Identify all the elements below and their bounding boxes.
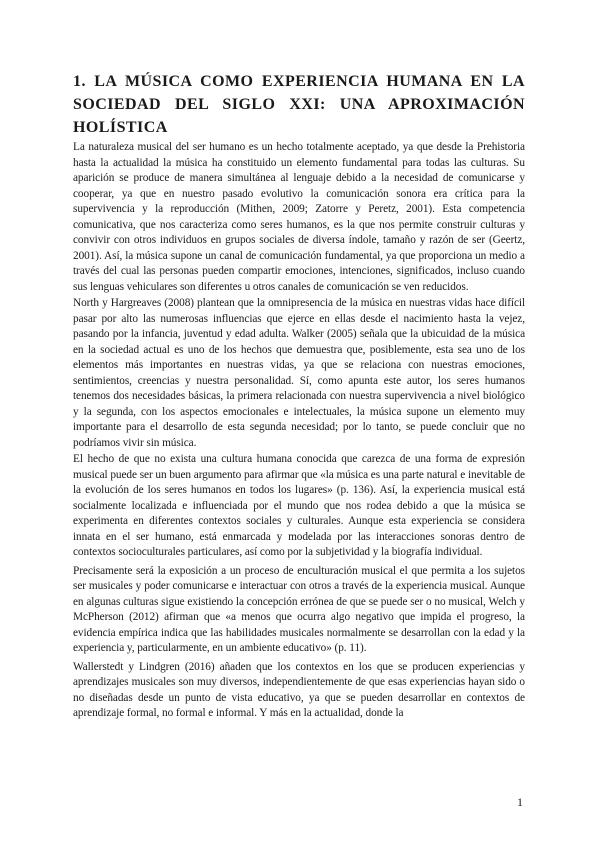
paragraph-5: Wallerstedt y Lindgren (2016) añaden que los contextos en los que se producen experiencias y aprendizajes musicales son muy diversos, independientemente de que esas experiencias hayan sido o no diseñadas desde un punto de vista educativo, ya que se pueden desarrollar en contextos de aprendizaje formal, no formal e informal. Y más en la actualidad, donde la xyxy=(73,660,525,719)
document-page xyxy=(73,70,525,723)
paragraph-4: Precisamente será la exposición a un proceso de enculturación musical el que permita a los sujetos ser musicales y poder comunicarse e interactuar con otros a través de la experiencia musical. Aunque en algunas culturas sigue existiendo la concepción errónea de que se puede ser o no musical, Welch y McPherson (2012) afirman que «a menos que ocurra algo negativo que impida el progreso, la evidencia empírica indica que las habilidades musicales normalmente se desarrollan con la edad y la experiencia y, particularmente, en un ambiente educativo» (p. 11). xyxy=(73,564,525,654)
paragraph-1: La naturaleza musical del ser humano es un hecho totalmente aceptado, ya que desde la Prehistoria hasta la actualidad la música ha constituido un elemento fundamental para todas las culturas. Su aparición se produce de manera simultánea al lenguaje debido a la necesidad de comunicarse y cooperar, ya que en nuestro pasado evolutivo la comunicación sonora era crítica para la supervivencia y la reproducción (Mithen, 2009; Zatorre y Peretz, 2001). Esta competencia comunicativa, que nos caracteriza como seres humanos, es la que nos permite construir culturas y convivir con otros individuos en grupos sociales de diversa índole, tamaño y razón de ser (Geertz, 2001). Así, la música supone un canal de comunicación fundamental, ya que proporciona un medio a través del cual las personas pueden compartir emociones, intenciones, significados, incluso cuando sus lenguas vehiculares son diferentes u otros canales de comunicación se ven reducidos. xyxy=(73,141,525,293)
page-number: 1 xyxy=(517,795,523,809)
paragraph-2: North y Hargreaves (2008) plantean que la omnipresencia de la música en nuestras vidas hace difícil pasar por alto las numerosas influencias que ejerce en ellas desde el nacimiento hasta la vejez, pasando por la infancia, juventud y edad adulta. Walker (2005) señala que la ubicuidad de la música en la sociedad actual es uno de los hechos que demuestra que, posiblemente, esta sea uno de los elementos más importantes en nuestras vidas, ya que se relaciona con nuestras emociones, sentimientos, creencias y nuestra personalidad. Sí, como apunta este autor, los seres humanos tenemos dos necesidades básicas, la primera relacionada con nuestra supervivencia a nivel biológico y la segunda, con los aspectos emocionales e intelectuales, la música supone un elemento muy importante para el desarrollo de esta segunda necesidad; por lo tanto, se puede concluir que no podríamos vivir sin música. xyxy=(73,297,525,449)
section-heading: 1. LA MÚSICA COMO EXPERIENCIA HUMANA EN LA SOCIEDAD DEL SIGLO XXI: UNA APROXIMACIÓN HOLÍSTICA xyxy=(73,73,525,136)
paragraph-3: El hecho de que no exista una cultura humana conocida que carezca de una forma de expresión musical puede ser un buen argumento para afirmar que «la música es una parte natural e inevitable de la evolución de los seres humanos en todos los lugares» (p. 136). Así, la experiencia musical está socialmente localizada e influenciada por el mundo que nos rodea debido a que la música se experimenta en diferentes contextos sociales y culturales. Aunque esta experiencia se considera innata en el ser humano, está enmarcada y modelada por las interacciones sonoras dentro de contextos socioculturales particulares, así como por la subjetividad y la biografía individual. xyxy=(73,453,525,558)
